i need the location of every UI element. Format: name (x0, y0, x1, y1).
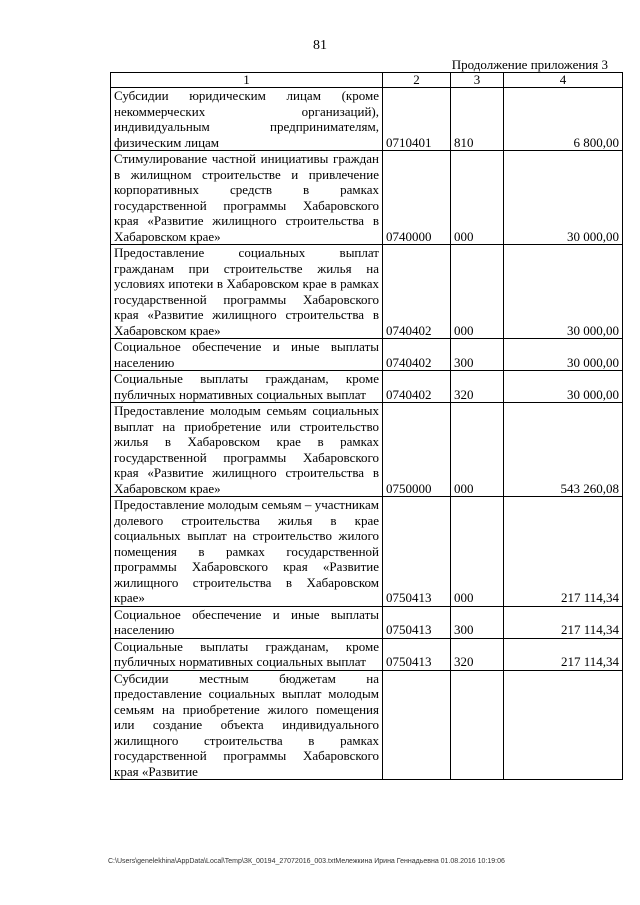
table-row (111, 638, 623, 670)
footer-file-path: C:\Users\genelekhina\AppData\Local\Temp\ЗК_00194_27072016_003.txtМележкина Ирина Геннадьевна 01.08.2016 10:19:06 (108, 858, 505, 865)
row-expense-type: 320 (451, 371, 504, 403)
row-expense-type: 000 (451, 151, 504, 245)
table-row (111, 403, 623, 497)
table-row (111, 497, 623, 607)
row-target-code: 0750413 (383, 606, 451, 638)
row-description: Субсидии местным бюджетам на предоставление социальных выплат молодым семьям на приобретение жилого помещения или создание объекта индивидуального жилищного строительства в рамках государственной программы Хабаровского края «Развитие (111, 670, 383, 780)
row-expense-type: 300 (451, 606, 504, 638)
row-expense-type: 300 (451, 339, 504, 371)
row-expense-type: 000 (451, 497, 504, 607)
page-number: 81 (313, 38, 327, 53)
row-description: Предоставление молодым семьям социальных выплат на приобретение или строительство жилья в Хабаровском крае в рамках государственной программы Хабаровского края «Развитие жилищного строительства в Хабаровском крае» (111, 403, 383, 497)
row-description: Предоставление молодым семьям – участникам долевого строительства жилья в крае социальных выплат на строительство жилого помещения в рамках государственной программы Хабаровского края «Развитие жилищного строительства в Хабаровском крае» (111, 497, 383, 607)
row-target-code: 0710401 (383, 88, 451, 151)
row-amount (504, 670, 623, 780)
table-row (111, 88, 623, 151)
budget-table (110, 72, 623, 780)
row-expense-type: 320 (451, 638, 504, 670)
table-row (111, 151, 623, 245)
row-amount: 30 000,00 (504, 245, 623, 339)
row-description: Субсидии юридическим лицам (кроме некоммерческих организаций), индивидуальным предпринимателям, физическим лицам (111, 88, 383, 151)
row-target-code: 0740000 (383, 151, 451, 245)
row-expense-type: 810 (451, 88, 504, 151)
row-amount: 6 800,00 (504, 88, 623, 151)
table-row (111, 670, 623, 780)
row-amount: 30 000,00 (504, 151, 623, 245)
row-target-code: 0750000 (383, 403, 451, 497)
table-row (111, 371, 623, 403)
row-amount: 30 000,00 (504, 339, 623, 371)
row-amount: 217 114,34 (504, 606, 623, 638)
appendix-continuation-note: Продолжение приложения 3 (451, 57, 608, 72)
row-amount: 217 114,34 (504, 638, 623, 670)
row-description: Социальное обеспечение и иные выплаты населению (111, 339, 383, 371)
row-target-code: 0750413 (383, 638, 451, 670)
row-target-code (383, 670, 451, 780)
row-expense-type: 000 (451, 245, 504, 339)
table-header-row (111, 73, 623, 88)
table-row (111, 245, 623, 339)
row-description: Стимулирование частной инициативы граждан в жилищном строительстве и привлечение корпоративных средств в рамках государственной программы Хабаровского края «Развитие жилищного строительства в Хабаровском крае» (111, 151, 383, 245)
column-header-4: 4 (504, 73, 623, 88)
row-amount: 30 000,00 (504, 371, 623, 403)
column-header-1: 1 (111, 73, 383, 88)
row-target-code: 0750413 (383, 497, 451, 607)
row-description: Социальное обеспечение и иные выплаты населению (111, 606, 383, 638)
row-description: Социальные выплаты гражданам, кроме публичных нормативных социальных выплат (111, 638, 383, 670)
table-row (111, 339, 623, 371)
table-row (111, 606, 623, 638)
row-expense-type: 000 (451, 403, 504, 497)
row-amount: 543 260,08 (504, 403, 623, 497)
column-header-3: 3 (451, 73, 504, 88)
row-description: Социальные выплаты гражданам, кроме публичных нормативных социальных выплат (111, 371, 383, 403)
row-expense-type (451, 670, 504, 780)
row-amount: 217 114,34 (504, 497, 623, 607)
row-description: Предоставление социальных выплат гражданам при строительстве жилья на условиях ипотеки в Хабаровском крае в рамках государственной программы Хабаровского края «Развитие жилищного строительства в Хабаровском крае» (111, 245, 383, 339)
row-target-code: 0740402 (383, 339, 451, 371)
column-header-2: 2 (383, 73, 451, 88)
row-target-code: 0740402 (383, 245, 451, 339)
row-target-code: 0740402 (383, 371, 451, 403)
